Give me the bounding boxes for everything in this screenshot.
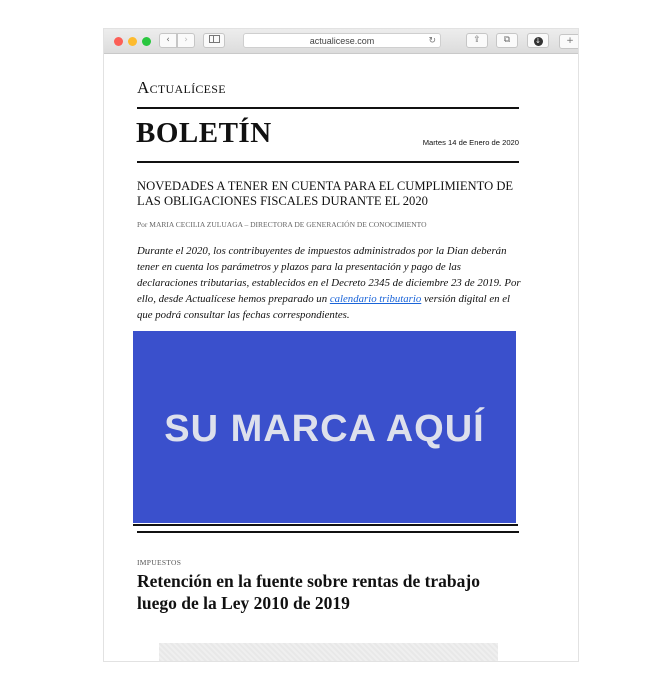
download-icon: ↓ — [535, 37, 541, 45]
close-window-button[interactable] — [114, 37, 123, 46]
divider — [137, 531, 519, 533]
article-category: IMPUESTOS — [137, 558, 182, 567]
share-button[interactable] — [466, 33, 488, 48]
article-title-link[interactable]: Retención en la fuente sobre rentas de trabajo luego de la Ley 2010 de 2019 — [137, 571, 480, 613]
divider — [137, 161, 519, 163]
article-intro — [137, 243, 521, 323]
article-image[interactable] — [159, 643, 498, 661]
chevron-right-icon: › — [184, 35, 188, 45]
chevron-left-icon: ‹ — [166, 35, 170, 45]
browser-toolbar — [104, 29, 578, 54]
sidebar-button[interactable] — [203, 33, 225, 48]
downloads-button[interactable] — [527, 33, 549, 48]
sidebar-icon — [209, 35, 220, 43]
divider — [133, 524, 518, 526]
plus-icon: + — [566, 36, 574, 46]
calendar-link[interactable]: calendario tributario — [329, 293, 422, 305]
article-byline: Por MARIA CECILIA ZULUAGA – DIRECTORA DE GENERACIÓN DE CONOCIMIENTO — [137, 220, 427, 229]
intro-text-end: versión digital en el que podrá consultar las fechas correspondientes. — [137, 293, 511, 321]
intro-text: Durante el 2020, los contribuyentes de impuestos administrados por la Dian deberán tener en cuenta los parámetros y plazos para la presentación y pago de las declaraciones tributarias, establecidos en el Decreto 2345 de diciembre 23 de 2019. Por ello, desde Actualícese hemos preparado un — [137, 245, 521, 305]
url-text: actualicese.com — [309, 36, 375, 46]
ad-banner[interactable] — [133, 331, 516, 523]
browser-window — [104, 29, 578, 661]
tabs-overview-button[interactable] — [496, 33, 518, 48]
ad-banner-text: SU MARCA AQUÍ — [164, 407, 485, 450]
new-tab-button[interactable] — [559, 34, 578, 49]
reload-icon[interactable]: ↻ — [428, 36, 436, 46]
minimize-window-button[interactable] — [128, 37, 137, 46]
divider — [137, 107, 519, 109]
share-icon: ⇪ — [473, 35, 481, 45]
article-headline: NOVEDADES A TENER EN CUENTA PARA EL CUMPLIMIENTO DE LAS OBLIGACIONES FISCALES DURANTE EL 2020 — [137, 179, 514, 208]
forward-button[interactable] — [177, 33, 195, 48]
brand-logo: Actualícese — [137, 78, 226, 97]
issue-date: Martes 14 de Enero de 2020 — [422, 138, 519, 147]
page-title: BOLETÍN — [136, 117, 272, 149]
zoom-window-button[interactable] — [142, 37, 151, 46]
tabs-icon: ⧉ — [503, 35, 511, 45]
address-bar[interactable] — [243, 33, 441, 48]
back-button[interactable] — [159, 33, 177, 48]
